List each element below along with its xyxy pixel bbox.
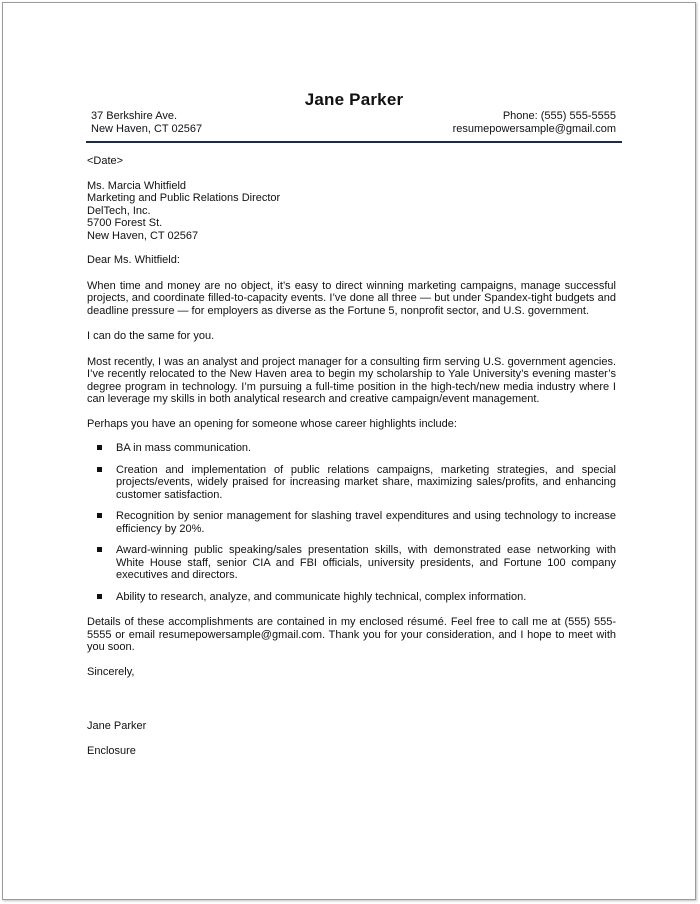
bullet-icon [97, 594, 102, 599]
signature-name: Jane Parker [87, 720, 147, 732]
highlight-text: Recognition by senior management for slashing travel expenditures and using technology to increase efficiency by 20%. [116, 510, 616, 535]
recipient-title: Marketing and Public Relations Director [87, 192, 281, 204]
highlight-text: Award-winning public speaking/sales presentation skills, with demonstrated ease networking with White House staff, senior CIA and FBI officials, university presidents, and Fortune 100 company executives and directors. [116, 544, 616, 581]
salutation: Dear Ms. Whitfield: [87, 254, 180, 266]
highlight-item [87, 544, 616, 582]
highlight-text: Creation and implementation of public relations campaigns, marketing strategies, and special projects/events, widely praised for increasing market share, maximizing sales/profits, and enhancing customer satisfaction. [116, 463, 616, 501]
paragraph-background: Most recently, I was an analyst and project manager for a consulting firm serving U.S. government agencies. I’ve recently relocated to the New Haven area to begin my scholarship to Yale University’s evening master’s degree program in technology. I’m pursuing a full-time position in the high-tech/new media industry where I can leverage my skills in both analytical research and creative campaign/event management. [87, 355, 616, 405]
sender-name: Jane Parker [304, 90, 404, 109]
bullet-icon [97, 467, 102, 472]
letter-body [87, 155, 616, 757]
recipient-company: DelTech, Inc. [87, 204, 151, 217]
recipient-street: 5700 Forest St. [87, 217, 163, 229]
highlight-item [87, 464, 616, 502]
highlight-text: Ability to research, analyze, and communicate highly technical, complex information. [116, 590, 527, 603]
sender-email: resumepowersample@gmail.com [452, 123, 616, 135]
highlight-item [87, 591, 616, 604]
bullet-icon [97, 445, 102, 450]
paragraph-closing: Details of these accomplishments are contained in my enclosed résumé. Feel free to call me at (555) 555-5555 or email resumepowersample@gmail.com. Thank you for your consideration, and I hope to meet with you soon. [87, 616, 616, 653]
highlight-item [87, 510, 616, 535]
address-line-1: 37 Berkshire Ave. [91, 110, 178, 122]
address-line-2: New Haven, CT 02567 [91, 123, 203, 135]
paragraph-short: I can do the same for you. [87, 330, 215, 342]
bullet-icon [97, 513, 102, 518]
bullet-icon [97, 547, 102, 552]
paragraph-intro: When time and money are no object, it’s easy to direct winning marketing campaigns, manage successful projects, and coordinate filled-to-capacity events. I’ve done all three — but under Spandex-tight budgets and deadline pressure — for employers as diverse as the Fortune 5, nonprofit sector, and U.S. government. [87, 279, 616, 317]
paragraph-highlights-intro: Perhaps you have an opening for someone whose career highlights include: [87, 417, 457, 430]
recipient-block [87, 180, 616, 243]
sender-phone: Phone: (555) 555-5555 [502, 110, 616, 122]
sender-contact [453, 110, 616, 136]
letter-date: <Date> [87, 155, 124, 167]
header-rule [86, 141, 622, 143]
enclosure-note: Enclosure [87, 744, 136, 757]
sign-off: Sincerely, [87, 665, 135, 678]
highlight-item [87, 442, 616, 455]
recipient-city: New Haven, CT 02567 [87, 229, 199, 242]
sender-address [91, 110, 202, 136]
highlight-text: BA in mass communication. [116, 442, 252, 454]
highlights-list [87, 442, 616, 603]
recipient-name: Ms. Marcia Whitfield [87, 179, 187, 192]
